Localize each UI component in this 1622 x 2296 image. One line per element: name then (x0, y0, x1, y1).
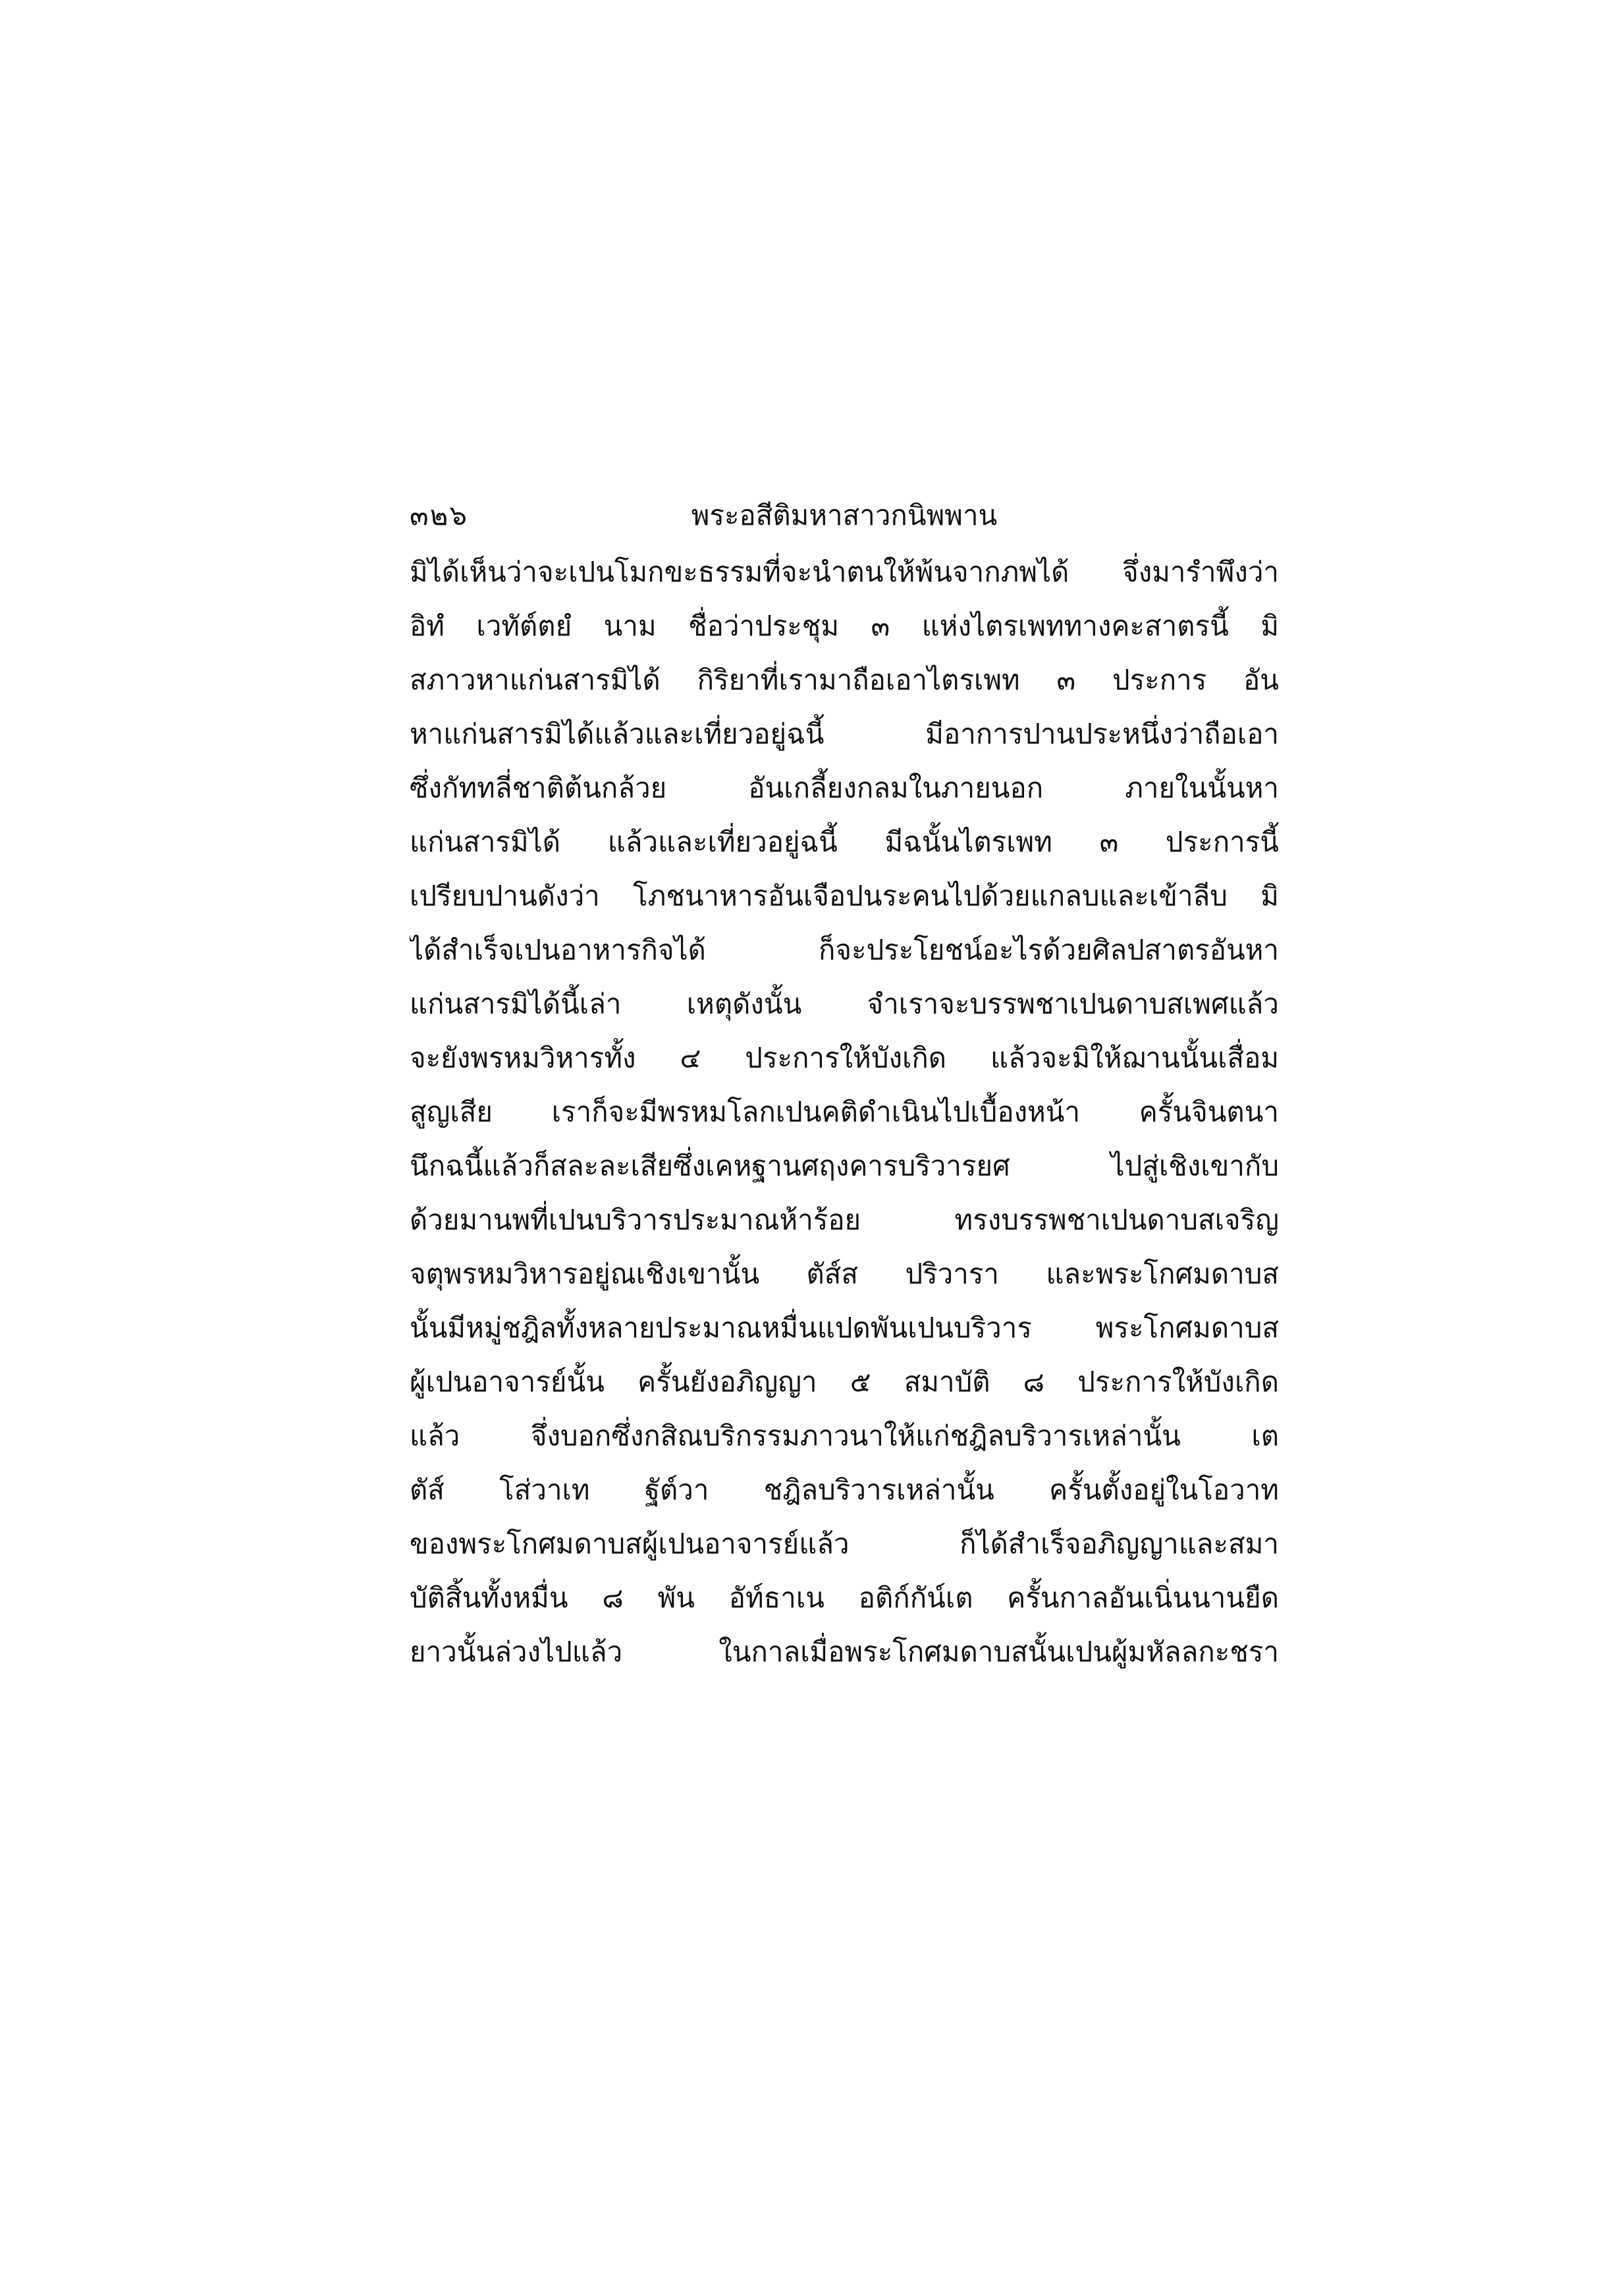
text-line: นึกฉนี้แล้วก็สละละเสียซึ่งเคหฐานศฤงคารบริวารยศ ไปสู่เชิงเขากับ (410, 1150, 1279, 1182)
text-line: มิได้เห็นว่าจะเปนโมกขะธรรมที่จะนำตนให้พ้นจากภพได้ จึ่งมารำพึงว่า (410, 556, 1279, 588)
text-line: ด้วยมานพที่เปนบริวารประมาณห้าร้อย ทรงบรรพชาเปนดาบสเจริญ (410, 1204, 1279, 1236)
text-line: บัติสิ้นทั้งหมื่น ๘ พัน อัท์ธาเน อติก์กัน์เต ครั้นกาลอันเนิ่นนานยืด (410, 1582, 1279, 1614)
text-line: จะยังพรหมวิหารทั้ง ๔ ประการให้บังเกิด แล้วจะมิให้ฌานนั้นเสื่อม (410, 1042, 1279, 1074)
text-line: เปรียบปานดังว่า โภชนาหารอันเจือปนระคนไปด้วยแกลบและเข้าลีบ มิ (410, 880, 1279, 912)
text-line: จตุพรหมวิหารอยู่ณเชิงเขานั้น ตัส์ส ปริวารา และพระโกศมดาบส (410, 1258, 1279, 1290)
text-line: นั้นมีหมู่ชฎิลทั้งหลายประมาณหมื่นแปดพันเปนบริวาร พระโกศมดาบส (410, 1312, 1279, 1344)
text-line: ของพระโกศมดาบสผู้เปนอาจารย์แล้ว ก็ได้สำเร็จอภิญญาและสมา (410, 1528, 1279, 1560)
page-number: ๓๒๖ (410, 499, 469, 531)
running-title: พระอสีติมหาสาวกนิพพาน (691, 499, 998, 531)
text-line: ได้สำเร็จเปนอาหารกิจได้ ก็จะประโยชน์อะไรด้วยศิลปสาตรอันหา (410, 934, 1279, 966)
text-line: สภาวหาแก่นสารมิได้ กิริยาที่เรามาถือเอาไตรเพท ๓ ประการ อัน (410, 664, 1279, 696)
text-line: หาแก่นสารมิได้แล้วและเที่ยวอยู่ฉนี้ มีอาการปานประหนึ่งว่าถือเอา (410, 718, 1279, 750)
page-header (410, 493, 1279, 539)
text-line: ซึ่งกัททลี่ชาติต้นกล้วย อันเกลี้ยงกลมในภายนอก ภายในนั้นหา (410, 772, 1279, 804)
text-line: ตัส์ โส่วาเท ฐัต์วา ชฎิลบริวารเหล่านั้น ครั้นตั้งอยู่ในโอวาท (410, 1474, 1279, 1506)
text-line: แล้ว จึ่งบอกซึ่งกสิณบริกรรมภาวนาให้แก่ชฎิลบริวารเหล่านั้น เต (410, 1420, 1279, 1452)
text-line: แก่นสารมิได้ แล้วและเที่ยวอยู่ฉนี้ มีฉนั้นไตรเพท ๓ ประการนี้ (410, 826, 1279, 858)
text-line: อิทํ เวทัต์ตยํ นาม ชื่อว่าประชุม ๓ แห่งไตรเพททางคะสาตรนี้ มิ (410, 610, 1279, 642)
text-line: แก่นสารมิได้นี้เล่า เหตุดังนั้น จำเราจะบรรพชาเปนดาบสเพศแล้ว (410, 988, 1279, 1020)
text-line: สูญเสีย เราก็จะมีพรหมโลกเปนคติดำเนินไปเบื้องหน้า ครั้นจินตนา (410, 1096, 1279, 1128)
body-text (410, 545, 1279, 1679)
text-line: ยาวนั้นล่วงไปแล้ว ในกาลเมื่อพระโกศมดาบสนั้นเปนผู้มหัลลกะชรา (410, 1636, 1279, 1668)
text-line: ผู้เปนอาจารย์นั้น ครั้นยังอภิญญา ๕ สมาบัติ ๘ ประการให้บังเกิด (410, 1366, 1279, 1398)
